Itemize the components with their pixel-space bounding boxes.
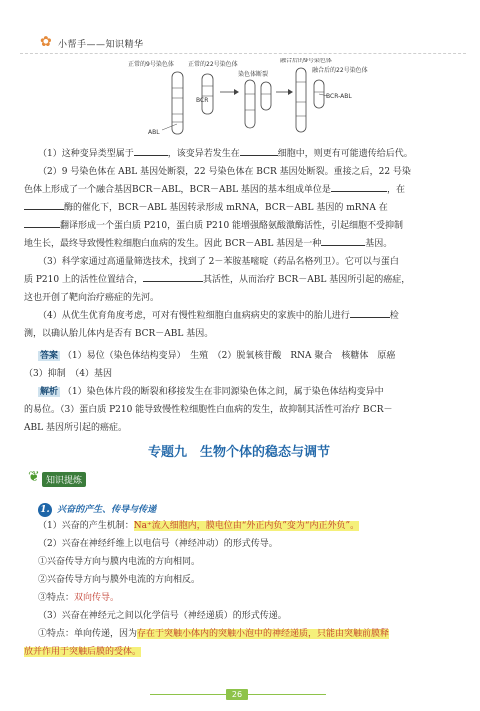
label-bcr: BCR <box>196 97 209 104</box>
label-fused-chr9: 融合后的9号染色体 <box>280 58 332 64</box>
section-title: 专题九 生物个体的稳态与调节 <box>148 445 331 460</box>
header-divider <box>20 53 466 54</box>
leaf-icon: ❦ <box>28 469 40 485</box>
question-4-line-2: 测，以确认胎儿体内是否有 BCR－ABL 基因。 <box>24 329 214 339</box>
knowledge-p3: ①兴奋传导方向与膜内电流的方向相同。 <box>38 557 201 567</box>
question-2-line-5: 地生长，最终导致慢性粒细胞白血病的发生。因此 BCR－ABL 基因是一种 基因。 <box>24 235 392 253</box>
question-2-line-1: （2）9 号染色体在 ABL 基因处断裂，22 号染色体在 BCR 基因处断裂。重接之后，22 号染 <box>38 167 411 177</box>
knowledge-p2: （2）兴奋在神经纤维上以电信号（神经冲动）的形式传导。 <box>38 539 278 549</box>
label-normal-chr9: 正常的9号染色体 <box>128 61 174 68</box>
knowledge-p1: （1）兴奋的产生机制：Na⁺流入细胞内，膜电位由“外正内负”变为“内正外负”。 <box>38 521 360 531</box>
question-3-line-2: 质 P210 上的活性位置结合， 其活性，从而治疗 BCR－ABL 基因所引起的癌症， <box>24 271 410 289</box>
question-2-line-2: 色体上形成了一个融合基因BCR－ABL，BCR－ABL 基因的基本组成单位是 ，在 <box>24 181 405 199</box>
knowledge-badge-label: 知识提炼 <box>42 472 86 487</box>
knowledge-p5: ③特点：双向传导。 <box>38 593 120 603</box>
question-4-line-1: （4）从优生优育角度考虑，可对有慢性粒细胞白血病病史的家族中的胎儿进行 检 <box>38 307 399 325</box>
header-logo-icon: ✿ <box>40 34 52 50</box>
answer-line-1: 答案 （1）易位（染色体结构变异） 生殖 （2）脱氧核苷酸 RNA 聚合 核糖体 原癌 <box>40 351 396 361</box>
chr22-shape <box>202 74 213 114</box>
chromosome-translocation-diagram <box>120 58 370 140</box>
answer-line-2: （3）抑制 （4）基因 <box>24 369 112 379</box>
label-abl: ABL <box>148 129 160 136</box>
broken-chr9-shape <box>245 80 255 128</box>
label-break: 染色体断裂 <box>238 71 269 78</box>
label-normal-chr22: 正常的22号染色体 <box>188 61 238 68</box>
question-1: （1）这种变异类型属于 ，该变异若发生在 细胞中，则更有可能遗传给后代。 <box>38 145 413 163</box>
knowledge-p6: （3）兴奋在神经元之间以化学信号（神经递质）的形式传递。 <box>38 611 287 621</box>
subhead <box>38 497 156 517</box>
fused-chr9-shape <box>296 68 306 132</box>
knowledge-p7: ①特点：单向传递，因为存在于突触小体内的突触小泡中的神经递质，只能由突触前膜释 <box>38 629 390 639</box>
chr9-shape <box>172 72 183 134</box>
analysis-line-3: ABL 基因所引起的癌症。 <box>24 423 127 433</box>
question-3-line-1: （3）科学家通过高通量筛选技术，找到了 2－苯胺基嘧啶（药品名格列卫）。它可以与蛋白 <box>38 257 399 267</box>
knowledge-p4: ②兴奋传导方向与膜外电流的方向相反。 <box>38 575 201 585</box>
analysis-line-1: 解析 （1）染色体片段的断裂和移接发生在非同源染色体之间，属于染色体结构变异中 <box>40 387 384 397</box>
knowledge-badge <box>28 471 128 489</box>
label-fused-chr22: 融合后的22号染色体 <box>312 67 368 74</box>
answer-tag: 答案 <box>40 351 59 361</box>
question-2-line-3: 酶的催化下，BCR－ABL 基因转录形成 mRNA，BCR－ABL 基因的 mRNA 在 <box>24 199 388 217</box>
question-3-line-3: 这也开创了靶向治疗癌症的先河。 <box>24 293 160 303</box>
label-bcr-abl: BCR-ABL <box>326 93 352 100</box>
analysis-tag: 解析 <box>40 387 59 397</box>
subhead-title: 兴奋的产生、传导与传递 <box>57 505 157 515</box>
page-number: 26 <box>226 689 248 700</box>
knowledge-p8: 放并作用于突触后膜的受体。 <box>24 647 142 657</box>
header-title: 小帮手——知识精华 <box>58 40 144 50</box>
subhead-number: 1. <box>38 503 52 517</box>
broken-chr22-shape <box>261 82 271 110</box>
analysis-line-2: 的易位。（3）蛋白质 P210 能导致慢性粒细胞性白血病的发生，故抑制其活性可治疗 BCR－ <box>24 405 393 415</box>
question-2-line-4: 翻译形成一个蛋白质 P210，蛋白质 P210 能增强酪氨酸激酶活性，引起细胞不受抑制 <box>24 217 403 235</box>
